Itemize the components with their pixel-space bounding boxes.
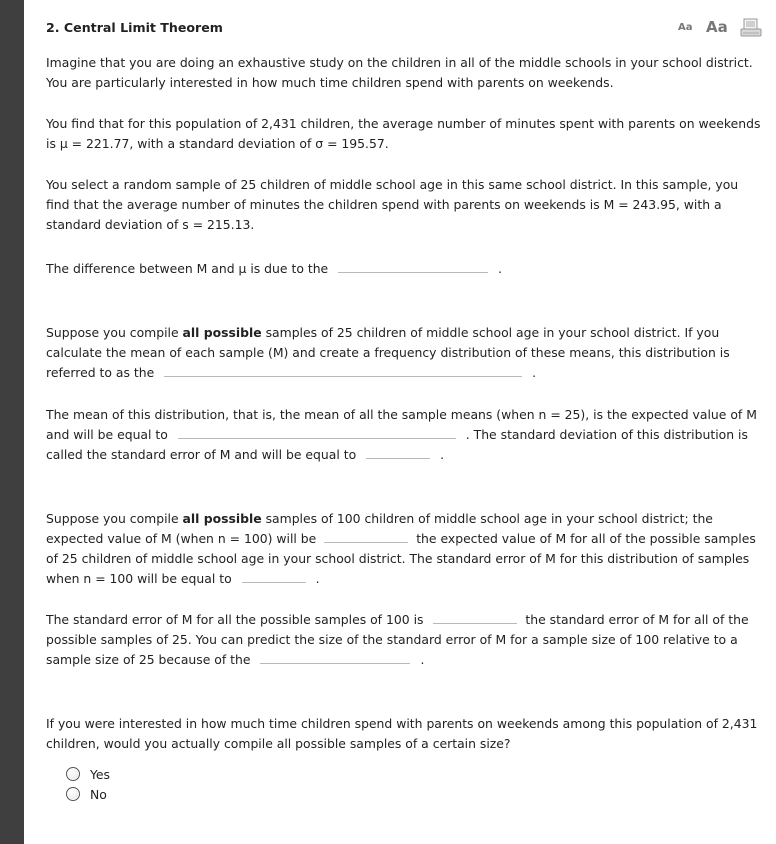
compile-100-text: Suppose you compile	[46, 511, 179, 526]
std-error-100-dropdown[interactable]	[242, 570, 306, 583]
std-error-100-period: .	[315, 571, 320, 586]
compile-samples-question: If you were interested in how much time children spend with parents on weekends among this population of 2,431 children, would you actually compile all possible samples of a certain size?	[46, 716, 758, 751]
decrease-font-button[interactable]: Aa	[678, 22, 693, 33]
mean-text: The mean of this distribution, that is, the mean of all the sample means (when n = 25), is the expected value of M and will be equal to	[46, 407, 757, 442]
expected-value-dropdown[interactable]	[178, 426, 456, 439]
std-error-comparison-dropdown[interactable]	[433, 611, 517, 624]
left-sidebar	[0, 0, 24, 844]
std-error-comparison-question	[46, 610, 764, 670]
difference-question	[46, 259, 764, 279]
all-possible-bold: all possible	[182, 325, 262, 340]
reason-dropdown[interactable]	[260, 651, 410, 664]
std-error-text: . The standard deviation of this distribution is called the standard error of M and will be equal to	[46, 427, 748, 462]
population-paragraph: You find that for this population of 2,431 children, the average number of minutes spent with parents on weekends is μ = 221.77, with a standard deviation of σ = 195.57.	[46, 116, 761, 151]
no-label: No	[90, 786, 107, 802]
std-error-dropdown[interactable]	[366, 446, 430, 459]
yes-label: Yes	[90, 766, 111, 782]
difference-dropdown[interactable]	[338, 260, 488, 273]
option-yes[interactable]	[66, 765, 110, 783]
distribution-text: samples of 25 children of middle school age in your school district. If you calculate the mean of each sample (M) and create a frequency distribution of these means, this distribution is referred to as the	[46, 325, 730, 380]
yes-radio[interactable]	[66, 767, 80, 781]
question-title: 2. Central Limit Theorem	[46, 20, 223, 35]
sample-paragraph: You select a random sample of 25 children of middle school age in this same school district. In this sample, you find that the average number of minutes the children spend with parents on weekends is M = 243.95, with a standard deviation of s = 215.13.	[46, 177, 739, 232]
sample-100-question	[46, 509, 764, 589]
compile-text: Suppose you compile	[46, 325, 179, 340]
distribution-name-dropdown[interactable]	[164, 364, 522, 377]
distribution-question	[46, 323, 764, 383]
difference-text: The difference between M and μ is due to the	[46, 261, 329, 276]
distribution-period: .	[532, 365, 537, 380]
predict-text: the standard error of M for all of the possible samples of 25. You can predict the size of the standard error of M for a sample size of 100 relative to a sample size of 25 because of the	[46, 612, 749, 667]
reason-period: .	[420, 652, 425, 667]
std-error-comparison-text: The standard error of M for all the possible samples of 100 is	[46, 612, 424, 627]
text-tools	[678, 16, 768, 40]
print-icon[interactable]	[740, 18, 762, 41]
std-error-100-text: the expected value of M for all of the possible samples of 25 children of middle school age in your school district. The standard error of M for this distribution of samples when n = 100 will be equal to	[46, 531, 756, 586]
expected-value-question	[46, 405, 764, 465]
all-possible-100-bold: all possible	[182, 511, 262, 526]
std-error-period: .	[440, 447, 445, 462]
increase-font-button[interactable]: Aa	[706, 18, 728, 36]
difference-period: .	[498, 261, 503, 276]
expected-100-text: samples of 100 children of middle school age in your school district; the expected value of M (when n = 100) will be	[46, 511, 713, 546]
intro-paragraph: Imagine that you are doing an exhaustive study on the children in all of the middle schools in your school district. You are particularly interested in how much time children spend with parents on weekends.	[46, 55, 753, 90]
option-no[interactable]	[66, 785, 107, 803]
no-radio[interactable]	[66, 787, 80, 801]
expected-100-comparison-dropdown[interactable]	[324, 530, 408, 543]
